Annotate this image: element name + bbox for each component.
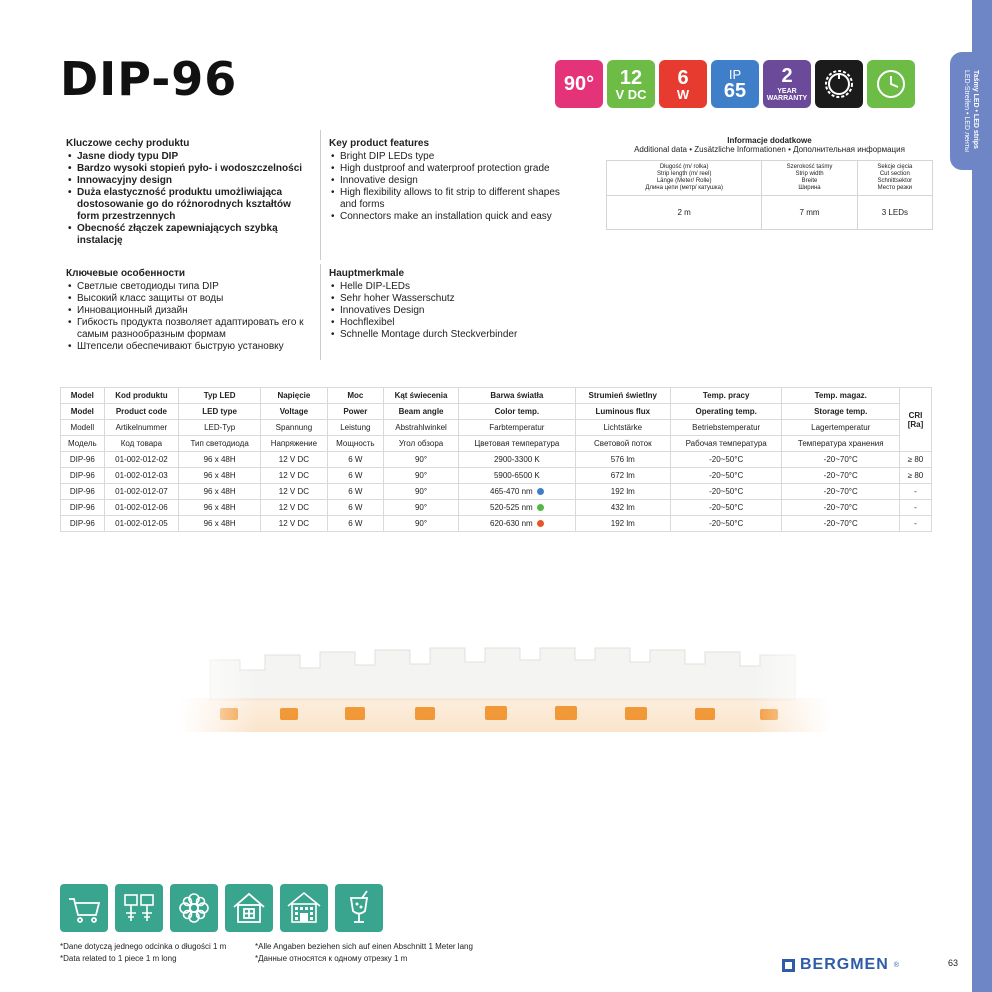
timer-badge — [867, 60, 915, 108]
table-cell — [900, 516, 932, 532]
application-icon-tile — [335, 884, 383, 932]
dimmer-icon — [822, 67, 856, 101]
table-cell — [327, 452, 383, 468]
table-cell — [61, 516, 105, 532]
table-cell — [459, 516, 576, 532]
table-cell-text: -20~50°C — [709, 519, 744, 528]
table-cell-text: 96 x 48H — [203, 503, 236, 512]
warranty-label: WARRANTY — [766, 95, 808, 102]
table-header-cell: Leistung — [327, 420, 383, 436]
table-cell — [261, 468, 328, 484]
table-cell-text: 192 lm — [610, 487, 635, 496]
features-ru-item: • Инновационный дизайн — [66, 305, 314, 317]
table-cell — [327, 516, 383, 532]
footnote: *Data related to 1 piece 1 m long — [60, 954, 177, 963]
table-cell — [61, 452, 105, 468]
table-cell — [670, 484, 782, 500]
header-line: Sekcje cięcia — [877, 164, 913, 170]
table-header-cell: Код товара — [104, 436, 178, 452]
strip-width-value: 7 mm — [762, 196, 857, 230]
table-cell — [179, 516, 261, 532]
power-unit: W — [676, 86, 690, 102]
table-cell-text: 90° — [414, 519, 428, 528]
table-cell-text: 576 lm — [610, 455, 635, 464]
table-header-cell: Kod produktu — [104, 388, 178, 404]
additional-info-table — [606, 160, 933, 230]
table-cell-text: 6 W — [348, 455, 363, 464]
table-cell-text: - — [914, 519, 917, 528]
table-cell-text: 96 x 48H — [203, 455, 236, 464]
table-cell-text: 12 V DC — [278, 455, 310, 464]
shopping-cart-icon — [65, 889, 103, 927]
flower-icon — [175, 889, 213, 927]
features-de-item: • Hochflexibel — [329, 317, 577, 329]
table-cell-text: 90° — [414, 455, 428, 464]
table-cell-text: ≥ 80 — [907, 471, 924, 480]
table-cell — [459, 452, 576, 468]
features-ru-item: • Светлые светодиоды типа DIP — [66, 281, 314, 293]
table-cell — [61, 484, 105, 500]
footnotes-left — [60, 941, 226, 965]
table-cell — [670, 468, 782, 484]
cut-section-value: 3 LEDs — [857, 196, 932, 230]
category-tab-label — [950, 52, 992, 170]
features-ru-item: • Высокий класс защиты от воды — [66, 293, 314, 305]
category-tab-line2: LED-Streifen • LED ленты — [963, 69, 970, 153]
building-icon — [285, 889, 323, 927]
table-cell — [782, 484, 900, 500]
table-header-cell: Lichtstärke — [575, 420, 670, 436]
features-pl-item: • Obecność złączek zapewniających szybką instalację — [66, 223, 314, 247]
features-pl — [66, 138, 314, 247]
table-cell-text: 96 x 48H — [203, 519, 236, 528]
table-header-cell: Напряжение — [261, 436, 328, 452]
table-header-cell: Lagertemperatur — [782, 420, 900, 436]
table-cell-text: DIP-96 — [69, 471, 95, 480]
additional-header-cut — [857, 161, 932, 196]
table-cell — [384, 468, 459, 484]
table-header-cell: Color temp. — [459, 404, 576, 420]
features-en-item: • High flexibility allows to fit strip to different shapes and forms — [329, 187, 577, 211]
table-cell-text: ≥ 80 — [907, 455, 924, 464]
table-row — [61, 468, 932, 484]
table-cell-text: DIP-96 — [69, 487, 95, 496]
table-header-cell: Moc — [327, 388, 383, 404]
additional-info-subtitle: Additional data • Zusätzliche Informationen • Дополнительная информация — [634, 145, 905, 154]
table-cell — [782, 516, 900, 532]
table-row — [61, 500, 932, 516]
features-en-title: Key product features — [329, 138, 430, 149]
table-cell-text: DIP-96 — [69, 519, 95, 528]
table-cell-text: 465-470 nm — [490, 487, 533, 496]
spec-badges — [555, 60, 915, 108]
table-cell — [261, 500, 328, 516]
additional-header-width — [762, 161, 857, 196]
table-cell — [900, 468, 932, 484]
table-cell-text: 620-630 nm — [490, 519, 533, 528]
additional-info-title: Informacje dodatkowe — [727, 136, 812, 145]
table-cell — [575, 516, 670, 532]
table-cell-text: 6 W — [348, 487, 363, 496]
additional-info — [606, 136, 933, 230]
beam-angle-badge — [555, 60, 603, 108]
table-cell — [104, 484, 178, 500]
table-cell-text: 432 lm — [610, 503, 635, 512]
table-cell-text: -20~70°C — [823, 487, 858, 496]
table-cell — [327, 500, 383, 516]
strip-length-value: 2 m — [607, 196, 762, 230]
application-icon-tile — [115, 884, 163, 932]
features-en-item: • High dustproof and waterproof protection grade — [329, 163, 577, 175]
table-cell-text: - — [914, 503, 917, 512]
header-line: Schnittsektor — [877, 178, 913, 184]
table-cell-text: 12 V DC — [278, 519, 310, 528]
features-ru — [66, 268, 314, 353]
header-line: Szerokość taśmy — [786, 164, 833, 170]
application-icons — [60, 884, 383, 932]
voltage-unit: V DC — [615, 86, 647, 102]
table-header-cell: Modell — [61, 420, 105, 436]
features-de-title: Hauptmerkmale — [329, 268, 405, 279]
features-en-item: • Connectors make an installation quick and easy — [329, 211, 577, 223]
table-header-cell: Kąt świecenia — [384, 388, 459, 404]
table-cell-text: 520-525 nm — [490, 503, 533, 512]
table-cell — [104, 468, 178, 484]
table-header-row — [61, 388, 932, 404]
table-cell-text: 6 W — [348, 519, 363, 528]
features-de-item: • Helle DIP-LEDs — [329, 281, 577, 293]
table-cell-text: 12 V DC — [278, 471, 310, 480]
features-de-item: • Schnelle Montage durch Steckverbinder — [329, 329, 577, 341]
table-header-cell: Temp. magaz. — [782, 388, 900, 404]
table-header-cell: Product code — [104, 404, 178, 420]
features-ru-item: • Гибкость продукта позволяет адаптировать его к самым разнообразным формам — [66, 317, 314, 341]
brand-name: BERGMEN — [800, 956, 889, 973]
table-cell-text: -20~50°C — [709, 471, 744, 480]
header-line: Strip width — [795, 171, 824, 177]
table-cell-text: 6 W — [348, 471, 363, 480]
table-cell — [782, 468, 900, 484]
table-cell-text: -20~70°C — [823, 471, 858, 480]
footnote: *Dane dotyczą jednego odcinka o długości 1 m — [60, 942, 227, 951]
table-header-cell: Модель — [61, 436, 105, 452]
application-icon-tile — [225, 884, 273, 932]
features-pl-title: Kluczowe cechy produktu — [66, 138, 190, 149]
additional-header-length — [607, 161, 762, 196]
table-cell — [900, 452, 932, 468]
table-cell — [575, 500, 670, 516]
cocktail-icon — [340, 889, 378, 927]
table-cell-text: 96 x 48H — [203, 471, 236, 480]
greenhouse-icon — [120, 889, 158, 927]
table-header-cell: Artikelnummer — [104, 420, 178, 436]
color-dot — [537, 488, 544, 495]
table-cell-text: 01-002-012-07 — [115, 487, 168, 496]
features-pl-item: • Duża elastyczność produktu umożliwiająca dostosowanie go do różnorodnych kształtów form przestrzennych — [66, 187, 314, 223]
table-cell-text: 90° — [414, 487, 428, 496]
header-line: Ширина — [798, 185, 821, 191]
footnote: *Alle Angaben beziehen sich auf einen Abschnitt 1 Meter lang — [255, 942, 473, 951]
category-tab-line1: Taśmy LED • LED strips — [972, 69, 979, 149]
application-icon-tile — [280, 884, 328, 932]
table-cell-text: 90° — [414, 503, 428, 512]
table-header-cell: Температура хранения — [782, 436, 900, 452]
features-pl-item: • Innowacyjny design — [66, 175, 314, 187]
table-cell — [900, 484, 932, 500]
table-cell — [261, 484, 328, 500]
table-cell-text: -20~50°C — [709, 487, 744, 496]
table-header-cell: Barwa światła — [459, 388, 576, 404]
table-header-cell: Model — [61, 404, 105, 420]
features-en-item: • Bright DIP LEDs type — [329, 151, 577, 163]
warranty-year-label: YEAR — [777, 88, 797, 95]
column-divider — [320, 264, 321, 360]
table-header-cell: Napięcie — [261, 388, 328, 404]
table-cell — [61, 468, 105, 484]
table-header-cell: Цветовая температура — [459, 436, 576, 452]
header-line: Länge (Meter/ Rolle) — [656, 178, 712, 184]
table-cell — [179, 468, 261, 484]
table-cell — [575, 468, 670, 484]
features-ru-title: Ключевые особенности — [66, 268, 186, 279]
table-header-cell: Мощность — [327, 436, 383, 452]
header-line: Breite — [801, 178, 818, 184]
table-row — [61, 516, 932, 532]
table-header-row — [61, 404, 932, 420]
table-header-cell: Тип светодиода — [179, 436, 261, 452]
spec-table — [60, 387, 932, 532]
table-cell — [384, 452, 459, 468]
table-header-cell: LED-Typ — [179, 420, 261, 436]
table-cell-text: - — [914, 487, 917, 496]
color-dot — [537, 504, 544, 511]
product-title: DIP-96 — [60, 52, 238, 106]
table-cell-text: -20~70°C — [823, 455, 858, 464]
power-badge — [659, 60, 707, 108]
footnote: *Данные относятся к одному отрезку 1 m — [255, 954, 408, 963]
features-de — [329, 268, 577, 341]
header-line: Strip length (m/ reel) — [656, 171, 712, 177]
table-cell-text: DIP-96 — [69, 455, 95, 464]
application-icon-tile — [60, 884, 108, 932]
table-header-cell: Strumień świetlny — [575, 388, 670, 404]
table-cell — [327, 484, 383, 500]
table-header-cell: Betriebstemperatur — [670, 420, 782, 436]
header-line: Cut section — [879, 171, 910, 177]
table-header-row — [61, 420, 932, 436]
header-line: Długość (m/ rolka) — [659, 164, 709, 170]
table-cell-text: 01-002-012-02 — [115, 455, 168, 464]
table-cell — [575, 452, 670, 468]
table-header-cell: Luminous flux — [575, 404, 670, 420]
table-cell — [670, 500, 782, 516]
table-cell — [782, 500, 900, 516]
features-de-item: • Sehr hoher Wasserschutz — [329, 293, 577, 305]
brand-logo-mark — [782, 959, 795, 972]
features-de-item: • Innovatives Design — [329, 305, 577, 317]
table-cell — [459, 468, 576, 484]
table-header-row — [61, 436, 932, 452]
table-cell-text: -20~50°C — [709, 503, 744, 512]
table-cell — [104, 516, 178, 532]
ip-value: 65 — [723, 79, 747, 102]
power-value: 6 — [677, 66, 689, 89]
table-cell — [261, 516, 328, 532]
header-line: Длина цепи (метр/ катушка) — [645, 185, 723, 191]
table-cell — [104, 452, 178, 468]
table-cell — [327, 468, 383, 484]
table-cell-text: -20~50°C — [709, 455, 744, 464]
table-header-cell: Model — [61, 388, 105, 404]
table-header-cell: Рабочая температура — [670, 436, 782, 452]
table-cell-text: 12 V DC — [278, 503, 310, 512]
ip-label: IP — [728, 66, 742, 82]
table-header-cell: Spannung — [261, 420, 328, 436]
table-cell — [61, 500, 105, 516]
warranty-badge — [763, 60, 811, 108]
table-cell — [384, 484, 459, 500]
table-cell — [670, 516, 782, 532]
header-line: Место резки — [877, 185, 913, 191]
cri-header: CRI [Ra] — [900, 388, 932, 452]
table-cell-text: DIP-96 — [69, 503, 95, 512]
table-cell — [179, 452, 261, 468]
column-divider — [320, 130, 321, 260]
page-number: 63 — [948, 958, 959, 968]
table-cell-text: 90° — [414, 471, 428, 480]
table-header-cell: Abstrahlwinkel — [384, 420, 459, 436]
table-header-cell: Typ LED — [179, 388, 261, 404]
table-cell-text: 5900-6500 K — [493, 471, 540, 480]
table-header-cell: Operating temp. — [670, 404, 782, 420]
clock-icon — [874, 67, 908, 101]
table-cell-text: 192 lm — [610, 519, 635, 528]
table-header-cell: Voltage — [261, 404, 328, 420]
brand-logo — [782, 956, 900, 974]
table-cell — [900, 500, 932, 516]
table-cell-text: -20~70°C — [823, 503, 858, 512]
table-cell — [179, 484, 261, 500]
table-cell-text: 6 W — [348, 503, 363, 512]
table-cell — [670, 452, 782, 468]
table-row — [61, 484, 932, 500]
beam-angle-value: 90° — [563, 73, 595, 95]
table-header-cell: Temp. pracy — [670, 388, 782, 404]
brand-registered: ® — [893, 961, 900, 969]
features-pl-item: • Bardzo wysoki stopień pyło- i wodoszczelności — [66, 163, 314, 175]
ip-rating-badge — [711, 60, 759, 108]
table-cell-text: -20~70°C — [823, 519, 858, 528]
warranty-years: 2 — [781, 65, 793, 87]
table-header-cell: LED type — [179, 404, 261, 420]
footnotes-right — [255, 941, 473, 965]
features-en-item: • Innovative design — [329, 175, 577, 187]
color-dot — [537, 520, 544, 527]
table-cell-text: 01-002-012-03 — [115, 471, 168, 480]
table-cell — [384, 500, 459, 516]
dimmer-badge — [815, 60, 863, 108]
features-en — [329, 138, 577, 223]
table-cell — [179, 500, 261, 516]
table-cell — [104, 500, 178, 516]
table-row — [61, 452, 932, 468]
table-header-cell: Storage temp. — [782, 404, 900, 420]
application-icon-tile — [170, 884, 218, 932]
voltage-value: 12 — [619, 66, 643, 89]
led-strip-photo — [180, 640, 830, 740]
table-cell-text: 672 lm — [610, 471, 635, 480]
table-header-cell: Угол обзора — [384, 436, 459, 452]
table-cell-text: 96 x 48H — [203, 487, 236, 496]
table-cell-text: 2900-3300 K — [493, 455, 540, 464]
table-header-cell: Световой поток — [575, 436, 670, 452]
features-ru-item: • Штепсели обеспечивают быструю установку — [66, 341, 314, 353]
table-header-cell: Power — [327, 404, 383, 420]
table-cell — [459, 484, 576, 500]
voltage-badge — [607, 60, 655, 108]
table-cell — [261, 452, 328, 468]
table-cell-text: 01-002-012-06 — [115, 503, 168, 512]
table-cell-text: 12 V DC — [278, 487, 310, 496]
table-header-cell: Farbtemperatur — [459, 420, 576, 436]
features-pl-item: • Jasne diody typu DIP — [66, 151, 314, 163]
table-cell — [575, 484, 670, 500]
table-cell — [782, 452, 900, 468]
house-icon — [230, 889, 268, 927]
table-header-cell: Beam angle — [384, 404, 459, 420]
table-cell — [384, 516, 459, 532]
table-cell — [459, 500, 576, 516]
table-cell-text: 01-002-012-05 — [115, 519, 168, 528]
